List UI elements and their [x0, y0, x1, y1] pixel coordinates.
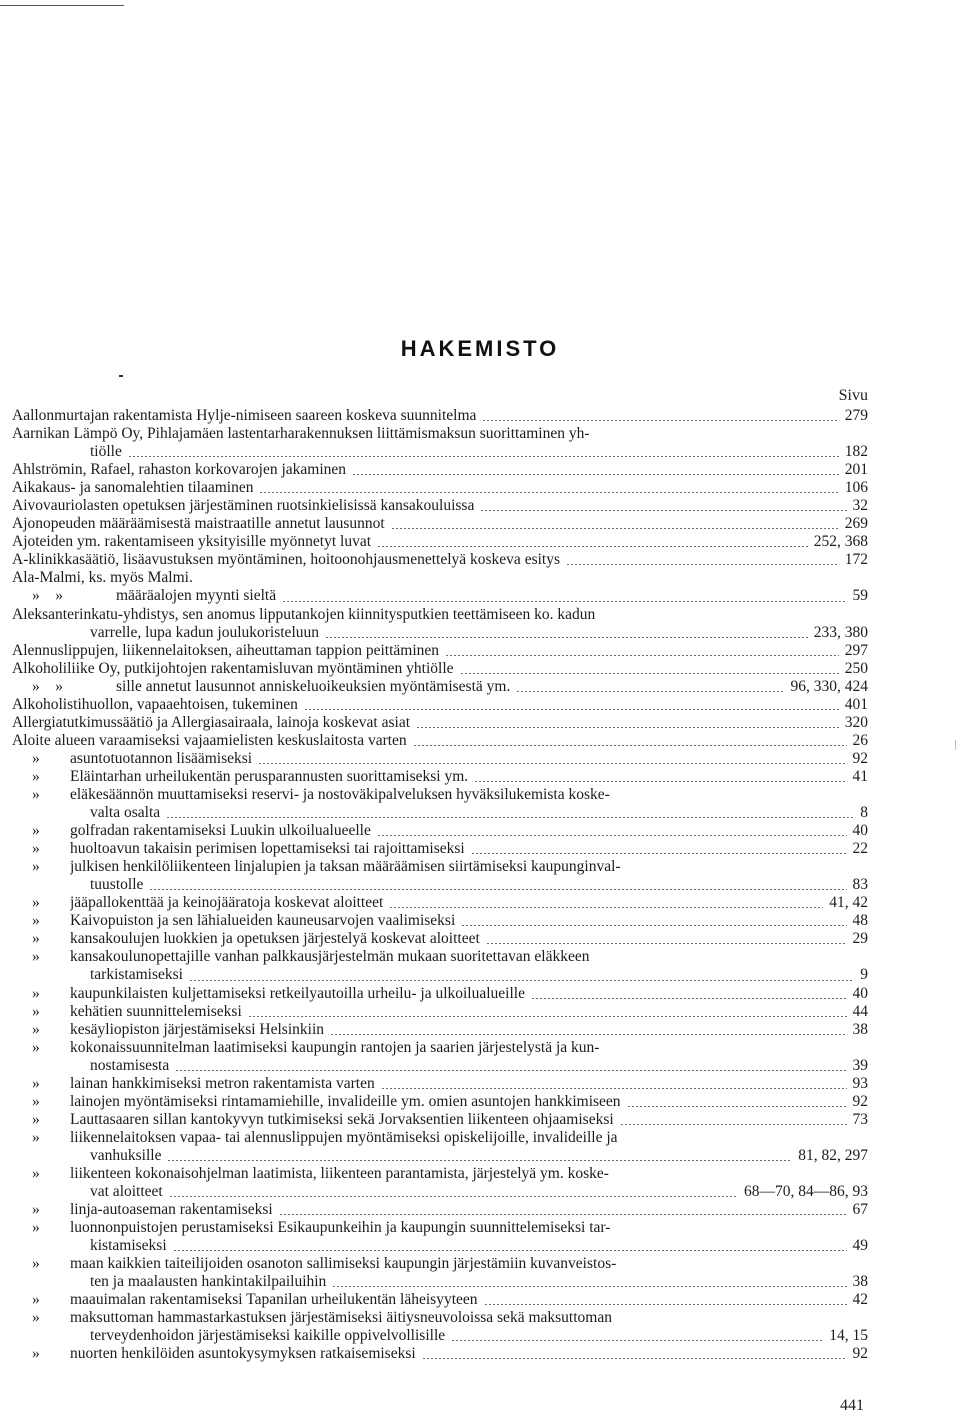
entry-text: Alennuslippujen, liikennelaitoksen, aiheuttaman tappion peittäminen [12, 641, 440, 659]
entry-page-reference: 252, 368 [813, 533, 868, 551]
entry-text: Ala-Malmi, ks. myös Malmi. [12, 569, 193, 587]
index-entry [12, 732, 868, 750]
entry-page-reference: 48 [852, 912, 868, 930]
ditto-mark: » [32, 1092, 40, 1110]
ditto-mark: » » [32, 677, 63, 695]
entry-page-reference: 81, 82, 297 [798, 1146, 868, 1164]
dot-leader [381, 1088, 847, 1089]
entry-page-reference: 96, 330, 424 [790, 677, 868, 695]
dot-leader [352, 474, 839, 475]
dot-leader [166, 817, 854, 818]
entry-page-reference: 9 [860, 966, 868, 984]
dot-leader [482, 420, 838, 421]
index-entry [12, 551, 868, 569]
index-entry [12, 1255, 868, 1273]
entry-text: kehätien suunnittelemiseksi [70, 1002, 242, 1020]
entry-text: maauimalan rakentamiseksi Tapanilan urheilukentän läheisyyteen [70, 1291, 478, 1309]
index-entry [12, 768, 868, 786]
entry-page-reference: 32 [852, 497, 868, 515]
entry-text: Alkoholiliike Oy, putkijohtojen rakentamisluvan myöntäminen yhtiölle [12, 659, 454, 677]
index-entry [12, 1111, 868, 1129]
index-entry [12, 714, 868, 732]
dot-leader [461, 925, 846, 926]
page-number: 441 [840, 1397, 864, 1414]
entry-text: varrelle, lupa kadun joulukoristeluun [90, 623, 319, 641]
entry-text: maksuttoman hammastarkastuksen järjestämiseksi äitiysneuvoloissa sekä maksuttoman [70, 1309, 612, 1327]
ditto-mark: » [32, 1074, 40, 1092]
top-corner-rule [0, 5, 124, 6]
entry-page-reference: 106 [844, 479, 868, 497]
dot-leader [627, 1106, 847, 1107]
entry-text: Aallonmurtajan rakentamista Hylje-nimiseen saareen koskeva suunnitelma [12, 407, 477, 424]
index-entry [12, 533, 868, 551]
index-entry-continuation [12, 1237, 868, 1255]
entry-text: kistamiseksi [90, 1237, 167, 1255]
ditto-mark: » [32, 749, 40, 767]
entry-page-reference: 44 [852, 1002, 868, 1020]
ditto-mark: » [32, 1038, 40, 1056]
ditto-mark: » [32, 1345, 40, 1363]
dot-leader [620, 1124, 847, 1125]
ditto-mark: » [32, 767, 40, 785]
entry-text: kokonaissuunnitelman laatimiseksi kaupungin rantojen ja saarien järjestelystä ja kun- [70, 1038, 600, 1056]
index-entry [12, 1309, 868, 1327]
index-entry [12, 840, 868, 858]
entry-text: ten ja maalausten hankintakilpailuihin [90, 1273, 327, 1291]
entry-text: tiölle [90, 443, 122, 461]
dot-leader [259, 492, 838, 493]
index-entry-continuation [12, 804, 868, 822]
entry-text: Aleksanterinkatu-yhdistys, sen anomus lipputankojen kiinnitysputkien teettämiseen ko. kadun [12, 605, 596, 623]
entry-page-reference: 297 [844, 641, 868, 659]
index-entry [12, 985, 868, 1003]
ditto-mark: » [32, 1164, 40, 1182]
entry-text: nuorten henkilöiden asuntokysymyksen ratkaisemiseksi [70, 1345, 416, 1363]
index-entry [12, 822, 868, 840]
dot-leader [304, 709, 839, 710]
entry-text: kaupunkilaisten kuljettamiseksi retkeilyautoilla urheilu- ja ulkoilualueille [70, 984, 525, 1002]
entry-text: kesäyliopiston järjestämiseksi Helsinkiin [70, 1020, 324, 1038]
entry-text: vanhuksille [90, 1146, 162, 1164]
entry-page-reference: 279 [844, 407, 868, 424]
ditto-mark: » [32, 1255, 40, 1273]
ditto-mark: » » [32, 587, 63, 605]
entry-page-reference: 67 [852, 1201, 868, 1219]
entry-page-reference: 38 [852, 1020, 868, 1038]
index-entry [12, 479, 868, 497]
entry-page-reference: 41, 42 [829, 894, 868, 912]
dot-leader [175, 1070, 846, 1071]
index-entry [12, 660, 868, 678]
dot-leader [258, 763, 846, 764]
entry-text: tuustolle [90, 876, 144, 894]
index-entry [12, 1021, 868, 1039]
entry-page-reference: 269 [844, 515, 868, 533]
ditto-mark: » [32, 912, 40, 930]
entry-page-reference: 41 [852, 767, 868, 785]
entry-text: huoltoavun takaisin perimisen lopettamiseksi tai rajoittamiseksi [70, 840, 465, 858]
entry-text: asuntotuotannon lisäämiseksi [70, 749, 253, 767]
ditto-mark: » [32, 1020, 40, 1038]
entry-text: terveydenhoidon järjestämiseksi kaikille oppivelvollisille [90, 1327, 446, 1345]
ditto-mark: » [32, 1110, 40, 1128]
dot-leader [391, 528, 839, 529]
dot-leader [445, 655, 839, 656]
dot-leader [332, 1286, 846, 1287]
index-entries [12, 407, 868, 1363]
entry-text: valta osalta [90, 804, 161, 822]
ditto-mark: » [32, 822, 40, 840]
entry-text: Aarnikan Lämpö Oy, Pihlajamäen lastentarharakennuksen liittämismaksun suorittaminen yh- [12, 425, 590, 443]
dot-leader [325, 637, 808, 638]
index-entry [12, 696, 868, 714]
entry-text: Kaivopuiston ja sen lähialueiden kauneusarvojen vaalimiseksi [70, 912, 456, 930]
entry-text: Lauttasaaren sillan kantokyvyn tutkimiseksi sekä Jorvaksentien liikenteen ohjaamiseksi [70, 1110, 614, 1128]
entry-page-reference: 320 [844, 713, 868, 731]
entry-text: liikennelaitoksen vapaa- tai alennuslippujen myöntämiseksi opiskelijoille, invalideille ja [70, 1128, 618, 1146]
dot-leader [516, 691, 784, 692]
entry-text: vat aloitteet [90, 1183, 163, 1201]
dot-leader [471, 853, 847, 854]
entry-page-reference: 92 [852, 1345, 868, 1363]
dot-leader [389, 907, 823, 908]
entry-text: lainan hankkimiseksi metron rakentamista varten [70, 1074, 375, 1092]
dot-leader [413, 745, 847, 746]
entry-text: liikenteen kokonaisohjelman laatimista, liikenteen parantamista, järjestelyä ym. koske- [70, 1164, 609, 1182]
index-entry [12, 425, 868, 443]
entry-page-reference: 201 [844, 461, 868, 479]
dot-leader [279, 1214, 847, 1215]
dot-leader [377, 546, 808, 547]
index-entry-continuation [12, 1327, 868, 1345]
dot-leader [531, 998, 847, 999]
index-entry [12, 786, 868, 804]
index-entry [12, 1129, 868, 1147]
index-entry [12, 569, 868, 587]
index-entry [12, 1093, 868, 1111]
index-entry [12, 678, 868, 696]
entry-page-reference: 59 [852, 587, 868, 605]
entry-page-reference: 29 [852, 930, 868, 948]
entry-page-reference: 93 [852, 1074, 868, 1092]
page-title: HAKEMISTO [400, 336, 560, 361]
entry-text: Aivovauriolasten opetuksen järjestäminen ruotsinkielisissä kansakouluissa [12, 497, 475, 515]
ditto-mark: » [32, 785, 40, 803]
index-entry [12, 1165, 868, 1183]
entry-text: kansakoulujen luokkien ja opetuksen järjestelyä koskevat aloitteet [70, 930, 480, 948]
index-entry [12, 930, 868, 948]
index-entry [12, 1219, 868, 1237]
ditto-mark: » [32, 1309, 40, 1327]
dot-leader [282, 601, 846, 602]
entry-text: kansakoulunopettajille vanhan palkkausjärjestelmän mukaan suoritettavan eläkkeen [70, 948, 590, 966]
index-entry [12, 1003, 868, 1021]
dot-leader [377, 835, 847, 836]
entry-page-reference: 49 [852, 1237, 868, 1255]
entry-text: linja-autoaseman rakentamiseksi [70, 1201, 273, 1219]
entry-page-reference: 250 [844, 659, 868, 677]
entry-page-reference: 83 [852, 876, 868, 894]
dot-leader [480, 510, 846, 511]
entry-page-reference: 42 [852, 1291, 868, 1309]
ditto-mark: » [32, 1201, 40, 1219]
index-entry-continuation [12, 876, 868, 894]
dot-leader [167, 1160, 792, 1161]
index-entry [12, 1039, 868, 1057]
entry-text: eläkesäännön muuttamiseksi reservi- ja nostoväkipalveluksen hyväksilukemista koske- [70, 785, 610, 803]
dot-leader [416, 727, 839, 728]
entry-page-reference: 26 [852, 731, 868, 749]
entry-text: määräalojen myynti sieltä [116, 587, 277, 605]
entry-page-reference: 233, 380 [813, 623, 868, 641]
entry-page-reference: 8 [860, 804, 868, 822]
index-entry-continuation [12, 624, 868, 642]
index-entry [12, 497, 868, 515]
index-entry [12, 858, 868, 876]
stray-print-mark [119, 375, 123, 377]
page-column-label: Sivu [838, 387, 868, 404]
dot-leader [149, 889, 846, 890]
index-entry-continuation [12, 1273, 868, 1291]
index-entry [12, 1291, 868, 1309]
ditto-mark: » [32, 1002, 40, 1020]
index-entry [12, 750, 868, 768]
entry-text: Ajonopeuden määräämisestä maistraatille annetut lausunnot [12, 515, 385, 533]
margin-mark [955, 740, 956, 750]
dot-leader [474, 781, 846, 782]
dot-leader [486, 943, 847, 944]
entry-page-reference: 14, 15 [829, 1327, 868, 1345]
index-entry [12, 407, 868, 425]
ditto-mark: » [32, 894, 40, 912]
entry-text: julkisen henkilöliikenteen linjalupien ja taksan määräämisen siirtämiseksi kaupunginval- [70, 858, 621, 876]
ditto-mark: » [32, 1128, 40, 1146]
entry-text: Aloite alueen varaamiseksi vajaamielisten keskuslaitosta varten [12, 731, 407, 749]
index-entry-continuation [12, 1183, 868, 1201]
index-entry-continuation [12, 1147, 868, 1165]
entry-page-reference: 22 [852, 840, 868, 858]
entry-text: golfradan rakentamiseksi Luukin ulkoilualueelle [70, 822, 371, 840]
entry-text: A-klinikkasäätiö, lisäavustuksen myöntäminen, hoitoonohjausmenettelyä koskeva esitys [12, 551, 560, 569]
entry-page-reference: 401 [844, 695, 868, 713]
index-entry [12, 1075, 868, 1093]
entry-page-reference: 68—70, 84—86, 93 [744, 1183, 868, 1201]
ditto-mark: » [32, 858, 40, 876]
entry-page-reference: 40 [852, 984, 868, 1002]
index-entry [12, 912, 868, 930]
entry-text: Eläintarhan urheilukentän perusparannusten suorittamiseksi ym. [70, 767, 469, 785]
index-entry [12, 587, 868, 605]
entry-text: jääpallokenttää ja keinojääratoja koskevat aloitteet [70, 894, 384, 912]
ditto-mark: » [32, 930, 40, 948]
dot-leader [189, 980, 854, 981]
dot-leader [330, 1034, 847, 1035]
index-entry [12, 515, 868, 533]
ditto-mark: » [32, 1291, 40, 1309]
dot-leader [422, 1358, 847, 1359]
ditto-mark: » [32, 984, 40, 1002]
entry-text: Aikakaus- ja sanomalehtien tilaaminen [12, 479, 254, 497]
dot-leader [248, 1016, 847, 1017]
index-entry [12, 642, 868, 660]
dot-leader [484, 1304, 847, 1305]
entry-text: maan kaikkien taiteilijoiden osanoton sallimiseksi kaupungin järjestämiin kuvanveistos- [70, 1255, 617, 1273]
entry-page-reference: 73 [852, 1110, 868, 1128]
entry-text: tarkistamiseksi [90, 966, 183, 984]
entry-page-reference: 172 [844, 551, 868, 569]
entry-text: Allergiatutkimussäätiö ja Allergiasairaala, lainoja koskevat asiat [12, 713, 411, 731]
index-entry [12, 606, 868, 624]
index-entry [12, 948, 868, 966]
entry-text: Ajoteiden ym. rakentamiseen yksityisille myönnetyt luvat [12, 533, 372, 551]
dot-leader [173, 1250, 847, 1251]
entry-page-reference: 182 [844, 443, 868, 461]
entry-page-reference: 38 [852, 1273, 868, 1291]
index-entry [12, 1345, 868, 1363]
entry-page-reference: 92 [852, 1092, 868, 1110]
dot-leader [169, 1196, 738, 1197]
ditto-mark: » [32, 948, 40, 966]
index-entry [12, 1201, 868, 1219]
entry-text: luonnonpuistojen perustamiseksi Esikaupunkeihin ja kaupungin suunnittelemiseksi tar- [70, 1219, 611, 1237]
dot-leader [566, 564, 839, 565]
index-entry-continuation [12, 966, 868, 984]
entry-page-reference: 39 [852, 1056, 868, 1074]
entry-text: Alkoholistihuollon, vapaaehtoisen, tukeminen [12, 695, 298, 713]
ditto-mark: » [32, 840, 40, 858]
index-entry [12, 894, 868, 912]
index-entry-continuation [12, 1057, 868, 1075]
index-entry [12, 461, 868, 479]
entry-text: lainojen myöntämiseksi rintamamiehille, invalideille ym. omien asuntojen hankkimiseen [70, 1092, 621, 1110]
entry-text: Ahlströmin, Rafael, rahaston korkovarojen jakaminen [12, 461, 347, 479]
dot-leader [128, 456, 839, 457]
entry-text: nostamisesta [90, 1056, 170, 1074]
dot-leader [451, 1340, 823, 1341]
index-entry-continuation [12, 443, 868, 461]
dot-leader [460, 673, 839, 674]
entry-page-reference: 40 [852, 822, 868, 840]
entry-text: sille annetut lausunnot anniskeluoikeuksien myöntämisestä ym. [116, 677, 511, 695]
entry-page-reference: 92 [852, 749, 868, 767]
ditto-mark: » [32, 1219, 40, 1237]
